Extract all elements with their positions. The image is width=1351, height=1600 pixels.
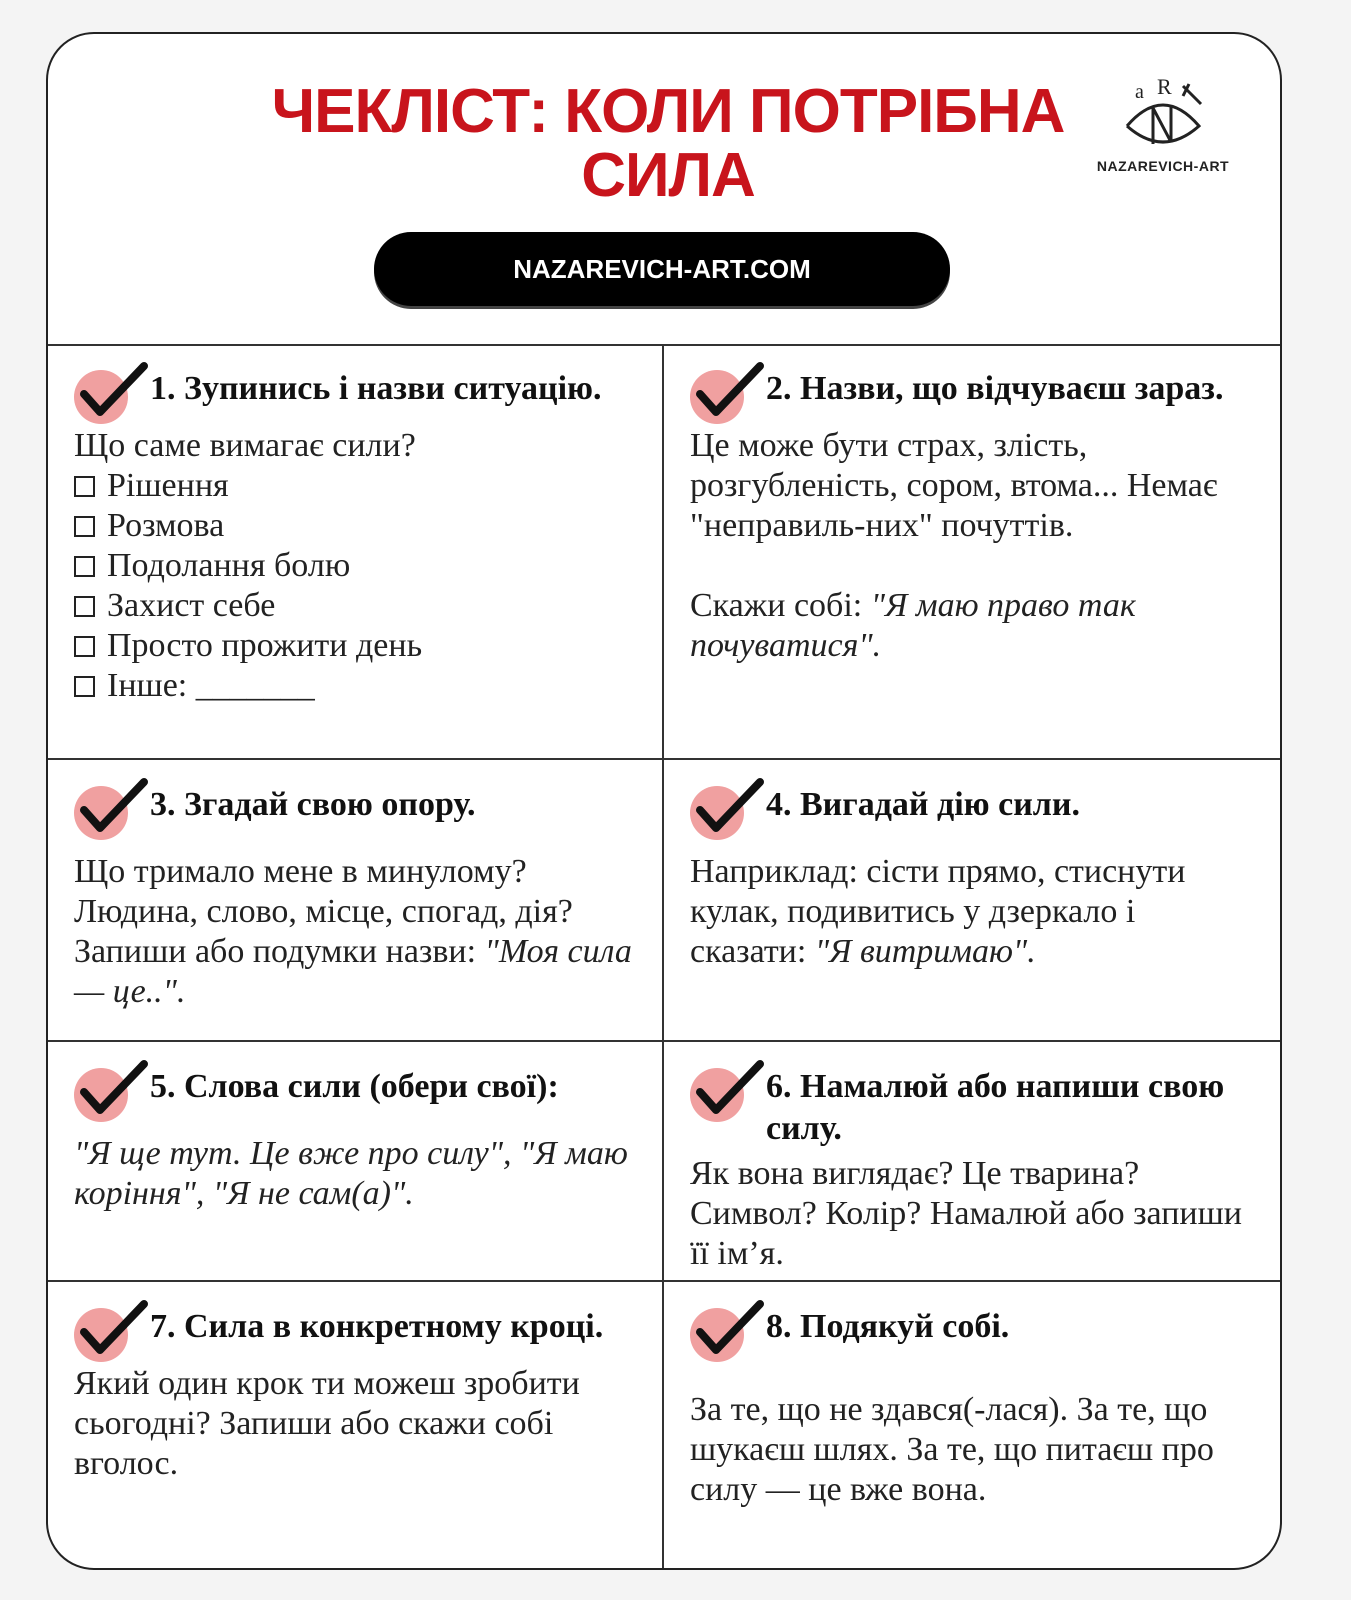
checklist-item-6 — [664, 1042, 1280, 1280]
item-intro: Що саме вимагає сили? — [74, 427, 416, 464]
checklist-card — [46, 32, 1282, 1570]
check-icon — [690, 364, 758, 422]
header — [48, 34, 1280, 346]
item-text: Як вона виглядає? Це тварина? Символ? Колір? Намалюй або запиши її ім’я. — [690, 1155, 1242, 1272]
item-title: 3. Згадай свою опору. — [150, 786, 476, 823]
checklist-item-5 — [48, 1042, 664, 1280]
check-icon — [690, 1302, 758, 1360]
item-text: Який один крок ти можеш зробити сьогодні? Запиши або скажи собі вголос. — [74, 1365, 580, 1482]
check-icon — [690, 780, 758, 838]
title-line-1: ЧЕКЛІСТ: КОЛИ ПОТРІБНА — [271, 77, 1065, 146]
website-link[interactable]: NAZAREVICH-ART.COM — [374, 232, 950, 306]
checklist-row — [48, 760, 1280, 1042]
checkbox-icon[interactable] — [74, 596, 95, 617]
logo-text: NAZAREVICH-ART — [1096, 158, 1230, 174]
checklist-row — [48, 1282, 1280, 1570]
checklist-grid — [48, 344, 1280, 1570]
checkbox-icon[interactable] — [74, 636, 95, 657]
checklist-item-4 — [664, 760, 1280, 1040]
option-checkbox[interactable]: Рішення — [74, 466, 638, 506]
option-checkbox[interactable]: Подолання болю — [74, 546, 638, 586]
item-title: 8. Подякуй собі. — [766, 1308, 1010, 1345]
page-title — [198, 77, 1138, 210]
checklist-item-1 — [48, 344, 664, 758]
checklist-row — [48, 344, 1280, 760]
check-icon — [74, 364, 142, 422]
checklist-item-8 — [664, 1282, 1280, 1570]
checkbox-icon[interactable] — [74, 676, 95, 697]
title-line-2: СИЛА — [581, 141, 755, 210]
check-icon — [74, 780, 142, 838]
checkbox-icon[interactable] — [74, 476, 95, 497]
eye-monogram-icon — [1113, 74, 1213, 154]
checklist-item-7 — [48, 1282, 664, 1570]
option-checkbox[interactable]: Розмова — [74, 506, 638, 546]
option-checkbox[interactable]: Інше: _______ — [74, 666, 638, 706]
item-title: 6. Намалюй або напиши свою силу. — [766, 1068, 1225, 1147]
svg-text:R: R — [1157, 74, 1172, 99]
item-text: За те, що не здався(-лася). За те, що шукаєш шлях. За те, що питаєш про силу — це вже вона. — [690, 1391, 1214, 1508]
checklist-item-2 — [664, 344, 1280, 758]
brand-logo — [1068, 74, 1258, 174]
checklist-item-3 — [48, 760, 664, 1040]
item-quote: "Моя сила — це..". — [74, 933, 632, 1010]
item-title: 1. Зупинись і назви ситуацію. — [150, 370, 602, 407]
item-quote: "Я маю право так почуватися". — [690, 587, 1136, 664]
item-quote: "Я ще тут. Це вже про силу", "Я маю коріння", "Я не сам(а)". — [74, 1135, 628, 1212]
check-icon — [74, 1062, 142, 1120]
svg-text:a: a — [1135, 81, 1144, 103]
item-say-prefix: Скажи собі: — [690, 587, 871, 624]
item-title: 2. Назви, що відчуваєш зараз. — [766, 370, 1224, 407]
option-checkbox[interactable]: Просто прожити день — [74, 626, 638, 666]
option-checkbox[interactable]: Захист себе — [74, 586, 638, 626]
checkbox-icon[interactable] — [74, 516, 95, 537]
item-text: Що тримало мене в минулому? Людина, слово, місце, спогад, дія? Запиши або подумки назви: — [74, 853, 573, 970]
item-title: 5. Слова сили (обери свої): — [150, 1068, 559, 1105]
item-title: 7. Сила в конкретному кроці. — [150, 1308, 604, 1345]
item-quote: "Я витримаю". — [814, 933, 1036, 970]
item-text: Наприклад: сісти прямо, стиснути кулак, подивитись у дзеркало і сказати: — [690, 853, 1186, 970]
item-title: 4. Вигадай дію сили. — [766, 786, 1080, 823]
check-icon — [690, 1062, 758, 1120]
item-text: Це може бути страх, злість, розгубленість, сором, втома... Немає "неправиль-них" почуттів. — [690, 427, 1218, 544]
check-icon — [74, 1302, 142, 1360]
checkbox-icon[interactable] — [74, 556, 95, 577]
checklist-row — [48, 1042, 1280, 1282]
